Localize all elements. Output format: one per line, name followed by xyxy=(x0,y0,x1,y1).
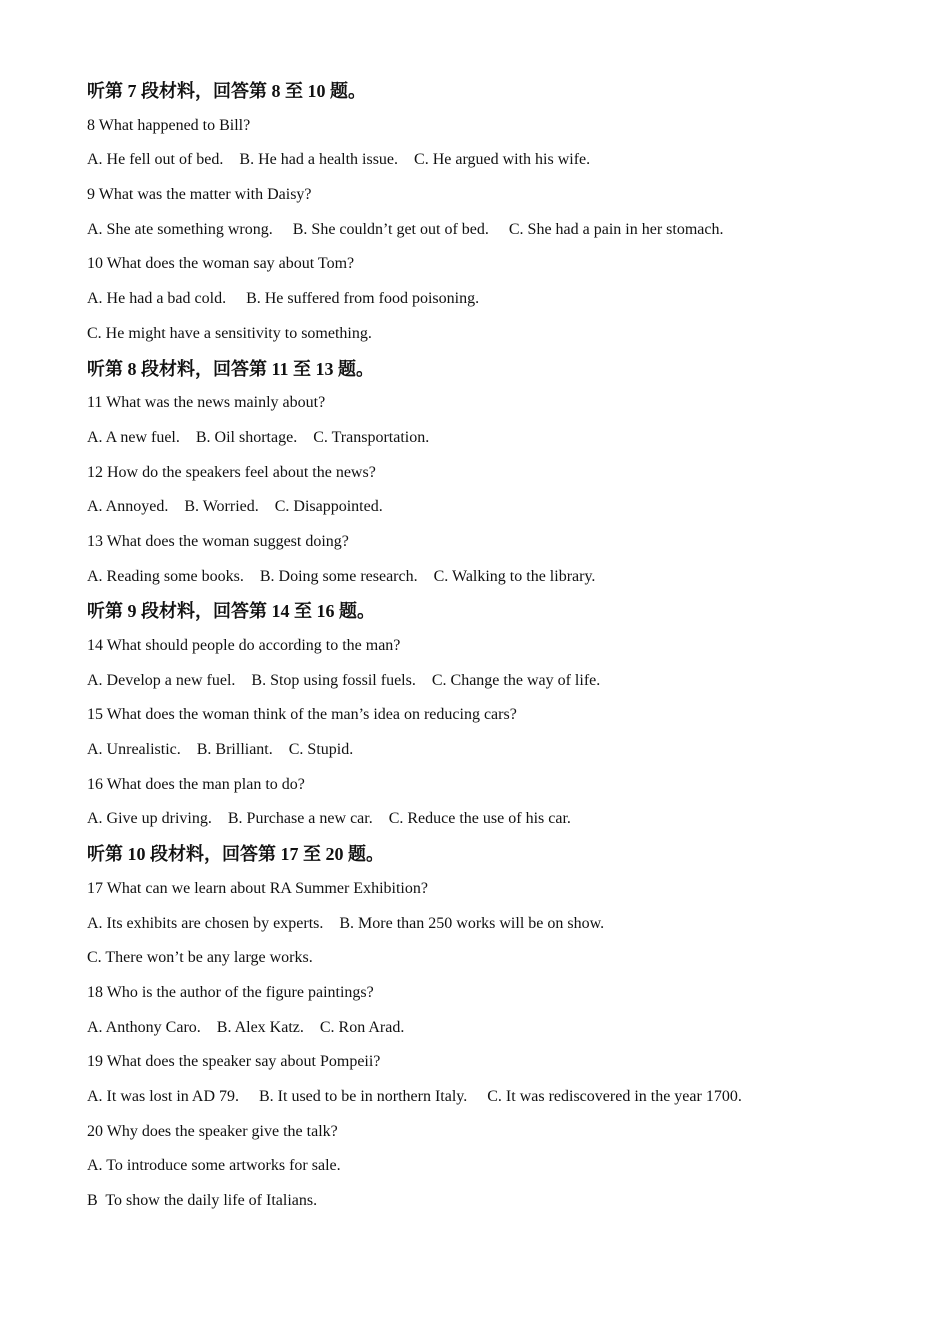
section-heading-7: 听第 7 段材料，回答第 8 至 10 题。 xyxy=(87,81,366,101)
options-10-c: C. He might have a sensitivity to something. xyxy=(87,324,372,342)
question-17: 17 What can we learn about RA Summer Exhibition? xyxy=(87,879,428,897)
options-12: A. Annoyed. B. Worried. C. Disappointed. xyxy=(87,498,383,516)
options-8: A. He fell out of bed. B. He had a health issue. C. He argued with his wife. xyxy=(87,151,591,169)
options-17-c: C. There won’t be any large works. xyxy=(87,949,313,967)
question-20: 20 Why does the speaker give the talk? xyxy=(87,1122,338,1140)
question-10: 10 What does the woman say about Tom? xyxy=(87,255,355,273)
section-heading-10: 听第 10 段材料，回答第 17 至 20 题。 xyxy=(87,844,384,865)
options-19: A. It was lost in AD 79. B. It used to be in northern Italy. C. It was rediscovered in the year 1700. xyxy=(87,1087,742,1105)
question-8: 8 What happened to Bill? xyxy=(87,116,251,134)
options-17-ab: A. Its exhibits are chosen by experts. B. More than 250 works will be on show. xyxy=(87,914,605,932)
question-18: 18 Who is the author of the figure paintings? xyxy=(87,983,374,1001)
options-10-ab: A. He had a bad cold. B. He suffered from food poisoning. xyxy=(87,290,480,308)
question-12: 12 How do the speakers feel about the news? xyxy=(87,463,376,481)
options-14: A. Develop a new fuel. B. Stop using fossil fuels. C. Change the way of life. xyxy=(87,671,601,689)
document-page xyxy=(87,74,887,1219)
question-19: 19 What does the speaker say about Pompeii? xyxy=(87,1053,381,1071)
options-18: A. Anthony Caro. B. Alex Katz. C. Ron Arad. xyxy=(87,1018,405,1036)
question-14: 14 What should people do according to the man? xyxy=(87,637,401,654)
question-9: 9 What was the matter with Daisy? xyxy=(87,186,312,204)
options-16: A. Give up driving. B. Purchase a new car. C. Reduce the use of his car. xyxy=(87,810,571,828)
question-11: 11 What was the news mainly about? xyxy=(87,394,326,412)
options-20-a: A. To introduce some artworks for sale. xyxy=(87,1157,341,1175)
section-heading-8: 听第 8 段材料，回答第 11 至 13 题。 xyxy=(87,358,375,379)
options-9: A. She ate something wrong. B. She couldn’t get out of bed. C. She had a pain in her stomach. xyxy=(87,220,724,238)
question-13: 13 What does the woman suggest doing? xyxy=(87,532,349,550)
options-15: A. Unrealistic. B. Brilliant. C. Stupid. xyxy=(87,741,354,759)
options-11: A. A new fuel. B. Oil shortage. C. Transportation. xyxy=(87,428,430,446)
section-heading-9: 听第 9 段材料，回答第 14 至 16 题。 xyxy=(87,601,375,622)
options-13: A. Reading some books. B. Doing some research. C. Walking to the library. xyxy=(87,567,596,585)
question-16: 16 What does the man plan to do? xyxy=(87,775,305,793)
question-15: 15 What does the woman think of the man’s idea on reducing cars? xyxy=(87,706,517,724)
options-20-b: B To show the daily life of Italians. xyxy=(87,1192,318,1209)
